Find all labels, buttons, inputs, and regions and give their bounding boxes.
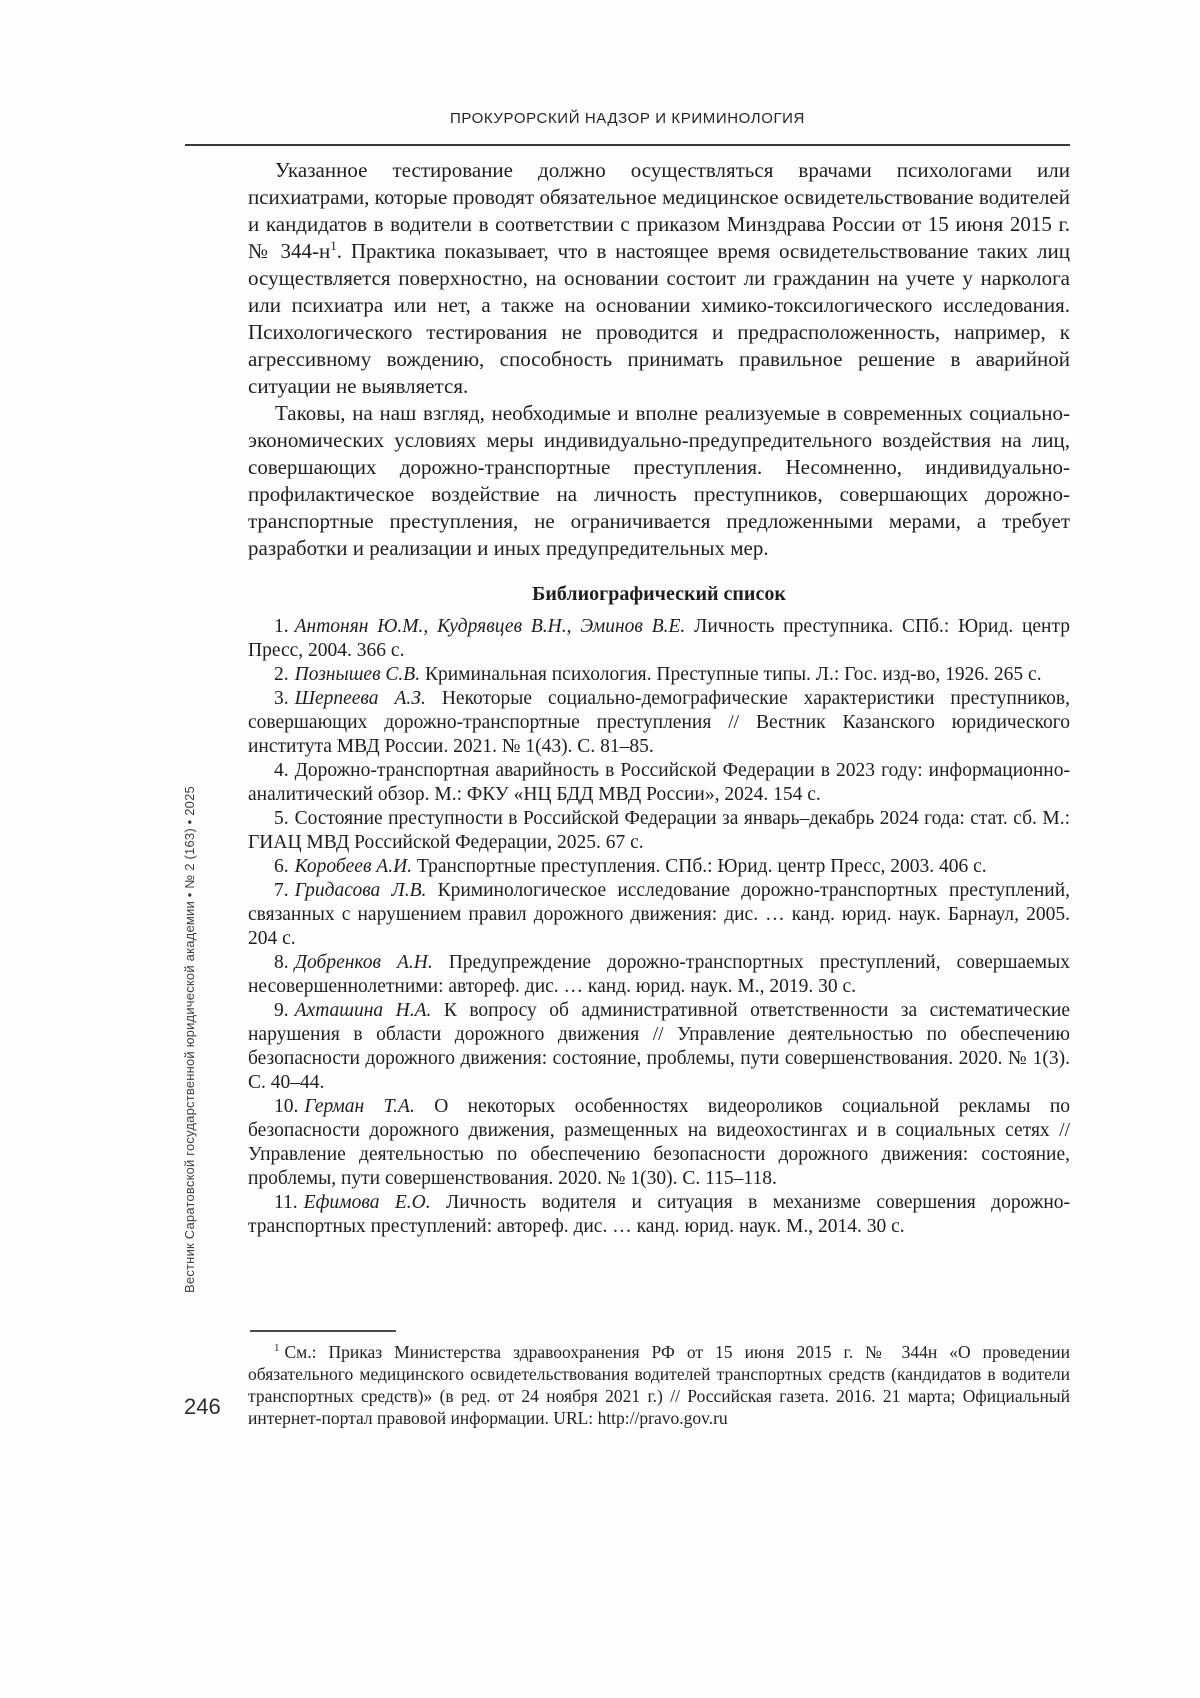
reference-authors: Познышев С.В. <box>294 664 421 685</box>
bibliography-heading: Библиографический список <box>532 583 786 605</box>
page-number: 246 <box>184 1394 221 1419</box>
paragraph-text: Указанное тестирование должно осуществляться врачами психологами или психиатрами, которые проводят обязательное медицинское освидетельствование водителей и кандидатов в водители в соответствии с приказом Минздрава России от 15 июня 2015 г. № 344-н <box>248 158 1070 263</box>
reference-item <box>248 615 1070 663</box>
reference-number: 5. <box>274 808 289 829</box>
reference-item <box>248 879 1070 951</box>
reference-number: 2. <box>274 664 289 685</box>
footnote-url: http://pravo.gov.ru <box>597 1408 728 1428</box>
reference-authors: Ефимова Е.О. <box>303 1192 431 1213</box>
reference-item <box>248 951 1070 999</box>
reference-number: 3. <box>274 688 289 709</box>
footnote-rule <box>250 1330 396 1332</box>
reference-number: 7. <box>274 880 289 901</box>
reference-text: О некоторых особенностях видеороликов социальной рекламы по безопасности дорожного движения, размещенных на видеохостингах и в социальных сетях // Управление деятельностью по обеспечению безопасности дорожного движения: состояние, проблемы, пути совершенствования. 2020. № 1(30). С. 115–118. <box>248 1096 1070 1189</box>
reference-number: 1. <box>274 616 289 637</box>
footnote <box>248 1341 1070 1429</box>
footnote-reference: 1 <box>330 238 337 253</box>
reference-item <box>248 663 1070 687</box>
journal-title-vertical: Вестник Саратовской государственной юридической академии • № 2 (163) • 2025 <box>182 786 197 1293</box>
reference-text: Состояние преступности в Российской Федерации за январь–декабрь 2024 года: стат. сб. М.: ГИАЦ МВД Российской Федерации, 2025. 67 с. <box>248 808 1070 853</box>
reference-text: Некоторые социально-демографические характеристики преступников, совершающих дорожно-транспортные преступления // Вестник Казанского юридического института МВД России. 2021. № 1(43). С. 81–85. <box>248 688 1071 757</box>
reference-authors: Добренков А.Н. <box>294 952 433 973</box>
paragraph-text: . Практика показывает, что в настоящее время освидетельствование таких лиц осуществляется поверхностно, на основании состоит ли гражданин на учете у нарколога или психиатра или нет, а также на основании химико-токсилогического исследования. Психологического тестирования не проводится и предрасположенность, например, к агрессивному вождению, способность принимать правильное решение в аварийной ситуации не выявляется. <box>248 239 1070 398</box>
footnote-text: См.: Приказ Министерства здравоохранения РФ от 15 июня 2015 г. № 344н «О проведении обязательного медицинского освидетельствования водителей транспортных средств (кандидатов в водители транспортных средств)» (в ред. от 24 ноября 2021 г.) // Российская газета. 2016. 21 марта; Официальный интернет-портал правовой информации. URL: <box>248 1342 1070 1428</box>
reference-item <box>248 807 1070 855</box>
header-rule <box>185 144 1070 146</box>
reference-text: Личность преступника. СПб.: Юрид. центр Пресс, 2004. 366 с. <box>248 616 1071 661</box>
reference-text: Личность водителя и ситуация в механизме совершения дорожно-транспортных преступлений: автореф. дис. … канд. юрид. наук. М., 2014. 30 с. <box>248 1192 1071 1237</box>
reference-item <box>248 855 1070 879</box>
reference-text: Криминальная психология. Преступные типы. Л.: Гос. изд-во, 1926. 265 с. <box>424 664 1042 685</box>
reference-number: 10. <box>274 1096 299 1117</box>
reference-text: Предупреждение дорожно-транспортных преступлений, совершаемых несовершеннолетними: автореф. дис. … канд. юрид. наук. М., 2019. 30 с. <box>248 952 1070 997</box>
reference-authors: Антонян Ю.М., Кудрявцев В.Н., Эминов В.Е. <box>294 616 686 637</box>
reference-item <box>248 759 1070 807</box>
reference-item <box>248 687 1070 759</box>
reference-text: Дорожно-транспортная аварийность в Российской Федерации в 2023 году: информационно-аналитический обзор. М.: ФКУ «НЦ БДД МВД России», 2024. 154 с. <box>248 760 1070 805</box>
paragraph: Таковы, на наш взгляд, необходимые и вполне реализуемые в современных социально-экономических условиях меры индивидуально-предупредительного воздействия на лиц, совершающих дорожно-транспортные преступления. Несомненно, индивидуально-профилактическое воздействие на личность преступников, совершающих дорожно-транспортные преступления, не ограничивается предложенными мерами, а требует разработки и реализации и иных предупредительных мер. <box>248 401 1070 560</box>
reference-number: 9. <box>274 1000 289 1021</box>
article-body <box>248 157 1070 1239</box>
reference-text: К вопросу об административной ответственности за систематические нарушения в области дорожного движения // Управление деятельностью по обеспечению безопасности дорожного движения: состояние, проблемы, пути совершенствования. 2020. № 1(3). С. 40–44. <box>248 1000 1071 1093</box>
reference-authors: Шерпеева А.З. <box>294 688 426 709</box>
running-head: ПРОКУРОРСКИЙ НАДЗОР И КРИМИНОЛОГИЯ <box>450 110 805 127</box>
reference-item <box>248 1191 1070 1239</box>
reference-number: 6. <box>274 856 289 877</box>
reference-authors: Герман Т.А. <box>304 1096 415 1117</box>
footnote-marker: 1 <box>274 1342 280 1355</box>
reference-text: Криминологическое исследование дорожно-транспортных преступлений, связанных с нарушением правил дорожного движения: дис. … канд. юрид. наук. Барнаул, 2005. 204 с. <box>248 880 1071 949</box>
reference-authors: Ахташина Н.А. <box>294 1000 432 1021</box>
reference-authors: Гридасова Л.В. <box>294 880 427 901</box>
paragraph <box>248 157 1070 400</box>
reference-text: Транспортные преступления. СПб.: Юрид. центр Пресс, 2003. 406 с. <box>416 856 987 877</box>
reference-number: 11. <box>274 1192 298 1213</box>
reference-number: 4. <box>274 760 289 781</box>
reference-authors: Коробеев А.И. <box>294 856 413 877</box>
reference-item <box>248 999 1070 1095</box>
reference-number: 8. <box>274 952 289 973</box>
reference-item <box>248 1095 1070 1191</box>
